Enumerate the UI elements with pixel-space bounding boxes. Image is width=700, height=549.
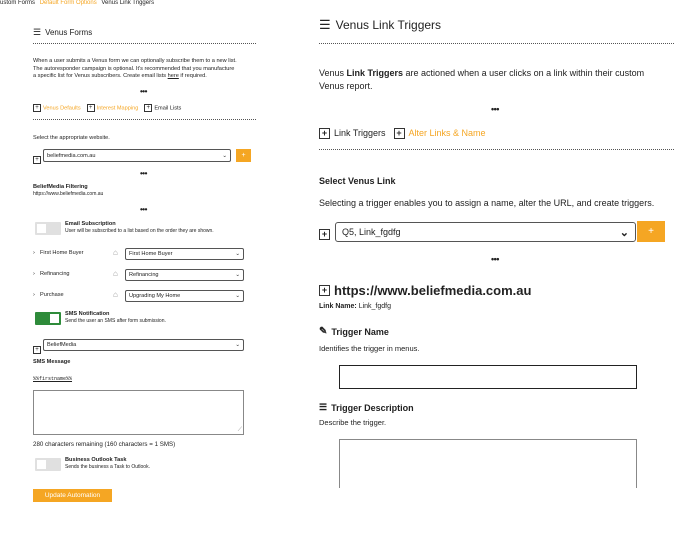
group-icon: ⌂ [113, 248, 118, 257]
link-row [319, 226, 334, 244]
trigger-desc-title: Trigger Description [331, 402, 414, 413]
intro-line: The autoresponder campaign is optional. It's recommended that you manufacture [33, 65, 235, 72]
venus-link-select-value: Q5, Link_fgdfg [342, 227, 401, 237]
menu-icon: ☰ [33, 27, 42, 37]
sms-message-label: SMS Message [33, 359, 71, 365]
tab-label: Alter Links & Name [408, 128, 486, 138]
email-subscription-desc: User will be subscribed to a list based on the order they are shown. [65, 228, 214, 234]
website-row [33, 151, 43, 169]
add-link-button[interactable]: + [637, 221, 665, 242]
divider [33, 119, 256, 120]
email-subscription-toggle[interactable] [35, 222, 61, 235]
right-panel-title [319, 17, 441, 33]
tab-label: Venus Defaults [43, 105, 81, 112]
select-venus-link-title: Select Venus Link [319, 176, 396, 186]
website-select-value: beliefmedia.com.au [47, 152, 96, 159]
venus-link-select[interactable] [335, 222, 636, 242]
link-name-row [319, 303, 391, 310]
ellipsis: ••• [491, 104, 499, 114]
email-subscription-title: Email Subscription [65, 221, 116, 227]
trigger-desc-desc: Describe the trigger. [319, 418, 387, 427]
chevron-right-icon: › [33, 271, 35, 277]
intro-text: are actioned when a user clicks on a link within their custom [403, 68, 645, 78]
divider [319, 149, 674, 150]
add-website-button[interactable]: + [236, 149, 251, 162]
chevron-down-icon: ⌄ [222, 152, 227, 159]
mapping-label: Refinancing [40, 271, 70, 277]
tab-label: Interest Mapping [96, 105, 139, 112]
outlook-task-toggle[interactable] [35, 458, 61, 471]
chars-remaining: 280 characters remaining (160 characters = 1 SMS) [33, 441, 176, 448]
mapping-select-value: First Home Buyer [129, 251, 173, 257]
ellipsis: ••• [140, 169, 147, 178]
tab-interest-mapping[interactable] [87, 104, 139, 113]
intro-line-end: if required. [178, 73, 207, 79]
sms-token[interactable]: %%firstname%% [33, 376, 73, 382]
mapping-select-value: Refinancing [129, 272, 159, 278]
outlook-task-desc: Sends the business a Task to Outlook. [65, 464, 150, 470]
expand-icon[interactable]: + [33, 156, 41, 164]
intro-line: a specific list for Venus subscribers. Create email lists [33, 73, 168, 79]
divider [33, 43, 256, 44]
plus-icon: + [144, 104, 152, 112]
link-url-heading [319, 283, 531, 298]
plus-icon: + [33, 104, 41, 112]
plus-icon: + [394, 128, 405, 139]
plus-icon: + [87, 104, 95, 112]
chevron-down-icon: ⌄ [235, 342, 240, 348]
mapping-row [33, 291, 248, 305]
select-venus-link-desc: Selecting a trigger enables you to assign a name, alter the URL, and create triggers. [319, 198, 655, 208]
trigger-name-desc: Identifies the trigger in menus. [319, 344, 420, 353]
sms-notification-desc: Send the user an SMS after form submission. [65, 318, 166, 324]
tab-alter-links[interactable] [394, 127, 486, 140]
trigger-name-title: Trigger Name [331, 326, 389, 337]
chevron-right-icon: › [33, 250, 35, 256]
trigger-name-input[interactable] [339, 365, 637, 389]
mapping-select[interactable] [125, 290, 244, 302]
filter-title: BeliefMedia Filtering [33, 184, 88, 190]
right-tabs [319, 127, 486, 140]
tab-email-lists[interactable] [144, 104, 181, 113]
mapping-row [33, 270, 248, 284]
link-name-label: Link Name: [319, 303, 357, 310]
group-icon: ⌂ [113, 290, 118, 299]
mapping-select[interactable] [125, 248, 244, 260]
plus-icon: + [319, 128, 330, 139]
right-title-text: Venus Link Triggers [335, 18, 442, 32]
ellipsis: ••• [491, 254, 499, 264]
group-icon: ⌂ [113, 269, 118, 278]
left-panel-title [33, 27, 92, 38]
sms-notification-toggle[interactable] [35, 312, 61, 325]
update-automation-button[interactable]: Update Automation [33, 489, 112, 502]
mapping-row [33, 249, 248, 263]
email-lists-link[interactable]: here [167, 73, 179, 79]
intro-line: When a user submits a Venus form we can optionally subscribe them to a new list. [33, 58, 237, 64]
website-select[interactable] [43, 149, 231, 162]
chevron-down-icon: ⌄ [235, 293, 240, 299]
breadcrumb [0, 0, 157, 6]
mapping-label: Purchase [40, 292, 64, 298]
tab-link-triggers[interactable] [319, 127, 386, 140]
link-name-value: Link_fgdfg [358, 303, 391, 310]
chevron-down-icon: ⌄ [235, 251, 240, 257]
tab-venus-defaults[interactable] [33, 104, 81, 113]
filter-url: https://www.beliefmedia.com.au [33, 191, 104, 197]
menu-icon: ☰ [319, 402, 328, 412]
trigger-desc-heading [319, 402, 414, 413]
trigger-name-heading [319, 326, 389, 337]
intro-bold: Link Triggers [346, 68, 404, 78]
divider [319, 43, 674, 44]
link-url: https://www.beliefmedia.com.au [334, 283, 532, 298]
tab-label: Link Triggers [334, 128, 386, 138]
left-title-text: Venus Forms [45, 28, 93, 37]
expand-icon[interactable]: + [319, 285, 330, 296]
sms-provider-value: BeliefMedia [47, 342, 77, 348]
intro-text: Venus report. [319, 81, 373, 91]
tab-label: Email Lists [154, 105, 182, 112]
ellipsis: ••• [140, 205, 147, 214]
outlook-task-title: Business Outlook Task [65, 457, 127, 463]
sms-notification-title: SMS Notification [65, 311, 110, 317]
mapping-select[interactable] [125, 269, 244, 281]
breadcrumb-item: Venus Link Triggers [101, 0, 155, 6]
menu-icon: ☰ [319, 17, 331, 32]
sms-message-textarea[interactable] [33, 390, 244, 435]
expand-icon[interactable]: + [33, 346, 41, 354]
select-website-label: Select the appropriate website. [33, 135, 110, 141]
trigger-description-textarea[interactable] [339, 439, 637, 488]
sms-row [33, 341, 43, 359]
chevron-down-icon: ⌄ [619, 226, 629, 239]
edit-icon: ✎ [319, 326, 328, 337]
breadcrumb-item[interactable]: ustom Forms [0, 0, 36, 6]
resize-handle-icon[interactable]: ⟋ [237, 427, 242, 433]
ellipsis: ••• [140, 87, 147, 96]
sms-provider-select[interactable] [43, 339, 244, 351]
mapping-select-value: Upgrading My Home [129, 293, 181, 299]
left-tabs [33, 104, 181, 113]
left-intro [33, 58, 258, 81]
right-intro [319, 67, 679, 93]
chevron-right-icon: › [33, 292, 35, 298]
chevron-down-icon: ⌄ [235, 272, 240, 278]
intro-text: Venus [319, 68, 347, 78]
breadcrumb-item[interactable]: Default Form Options [39, 0, 97, 6]
expand-icon[interactable]: + [319, 229, 330, 240]
mapping-label: First Home Buyer [40, 250, 84, 256]
